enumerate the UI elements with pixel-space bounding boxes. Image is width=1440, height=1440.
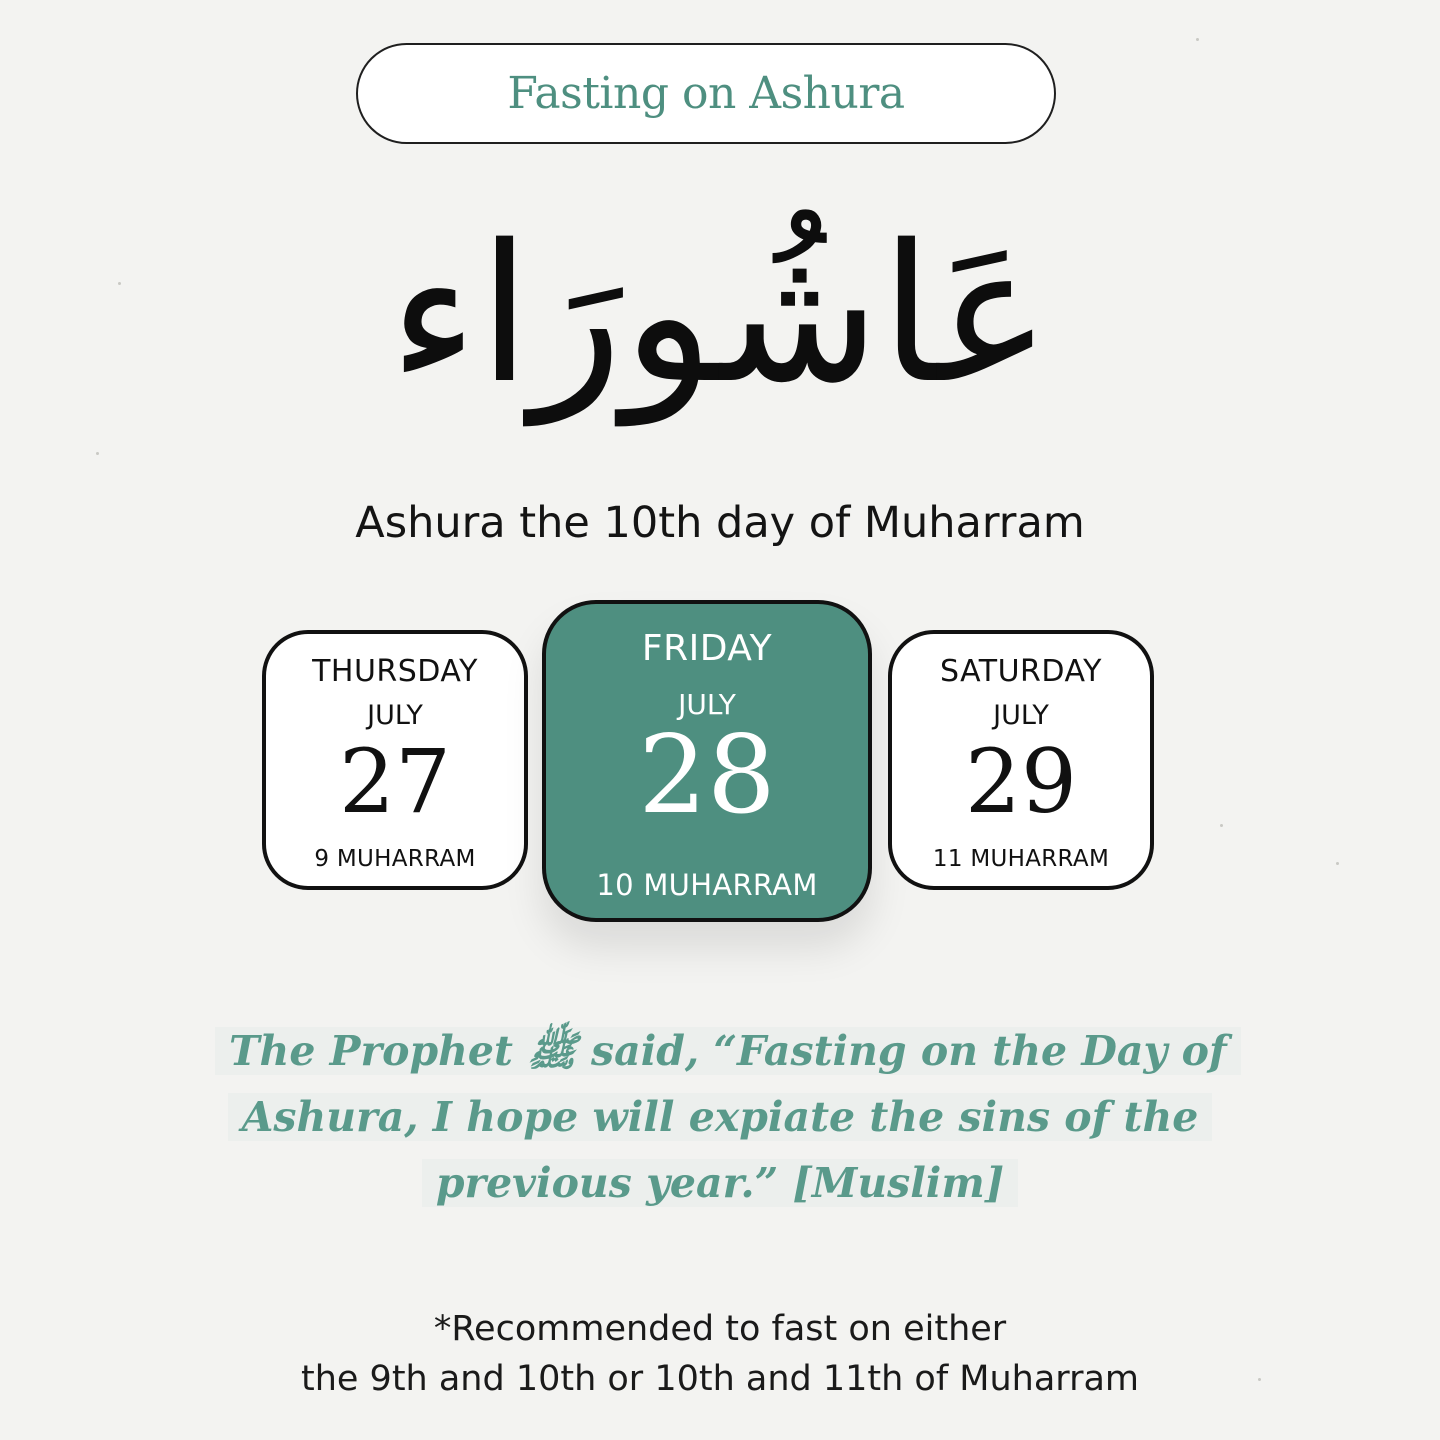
weekday-label: SATURDAY bbox=[939, 654, 1102, 689]
page-title: Fasting on Ashura bbox=[507, 68, 905, 119]
texture-speck bbox=[1336, 862, 1339, 865]
hijri-date: 10 MUHARRAM bbox=[596, 868, 818, 902]
weekday-label: FRIDAY bbox=[641, 628, 773, 669]
arabic-calligraphy: عَاشُورَاء bbox=[388, 204, 1052, 425]
quote-line: Ashura, I hope will expiate the sins of the bbox=[228, 1093, 1213, 1141]
title-pill bbox=[356, 43, 1056, 144]
quote-line: The Prophet ﷺ said, “Fasting on the Day of bbox=[215, 1027, 1241, 1075]
hijri-date: 9 MUHARRAM bbox=[314, 846, 476, 872]
quote-line: previous year.” [Muslim] bbox=[422, 1159, 1018, 1207]
texture-speck bbox=[96, 452, 99, 455]
day-number: 28 bbox=[638, 713, 776, 838]
subtitle: Ashura the 10th day of Muharram bbox=[355, 498, 1085, 548]
note-line: the 9th and 10th or 10th and 11th of Muharram bbox=[300, 1359, 1140, 1399]
texture-speck bbox=[118, 282, 121, 285]
month-label: JULY bbox=[993, 700, 1049, 731]
hadith-quote bbox=[215, 1018, 1225, 1216]
note-line: *Recommended to fast on either bbox=[433, 1309, 1007, 1349]
day-number: 29 bbox=[965, 730, 1077, 833]
recommendation-note bbox=[0, 1304, 1440, 1404]
hijri-date: 11 MUHARRAM bbox=[932, 846, 1110, 872]
day-card-friday-highlighted bbox=[542, 600, 872, 922]
weekday-label: THURSDAY bbox=[312, 654, 478, 689]
day-card-thursday bbox=[262, 630, 528, 890]
day-number: 27 bbox=[339, 730, 451, 833]
texture-speck bbox=[1220, 824, 1223, 827]
texture-speck bbox=[1196, 38, 1199, 41]
month-label: JULY bbox=[367, 700, 423, 731]
day-card-saturday bbox=[888, 630, 1154, 890]
month-label: JULY bbox=[678, 688, 736, 721]
